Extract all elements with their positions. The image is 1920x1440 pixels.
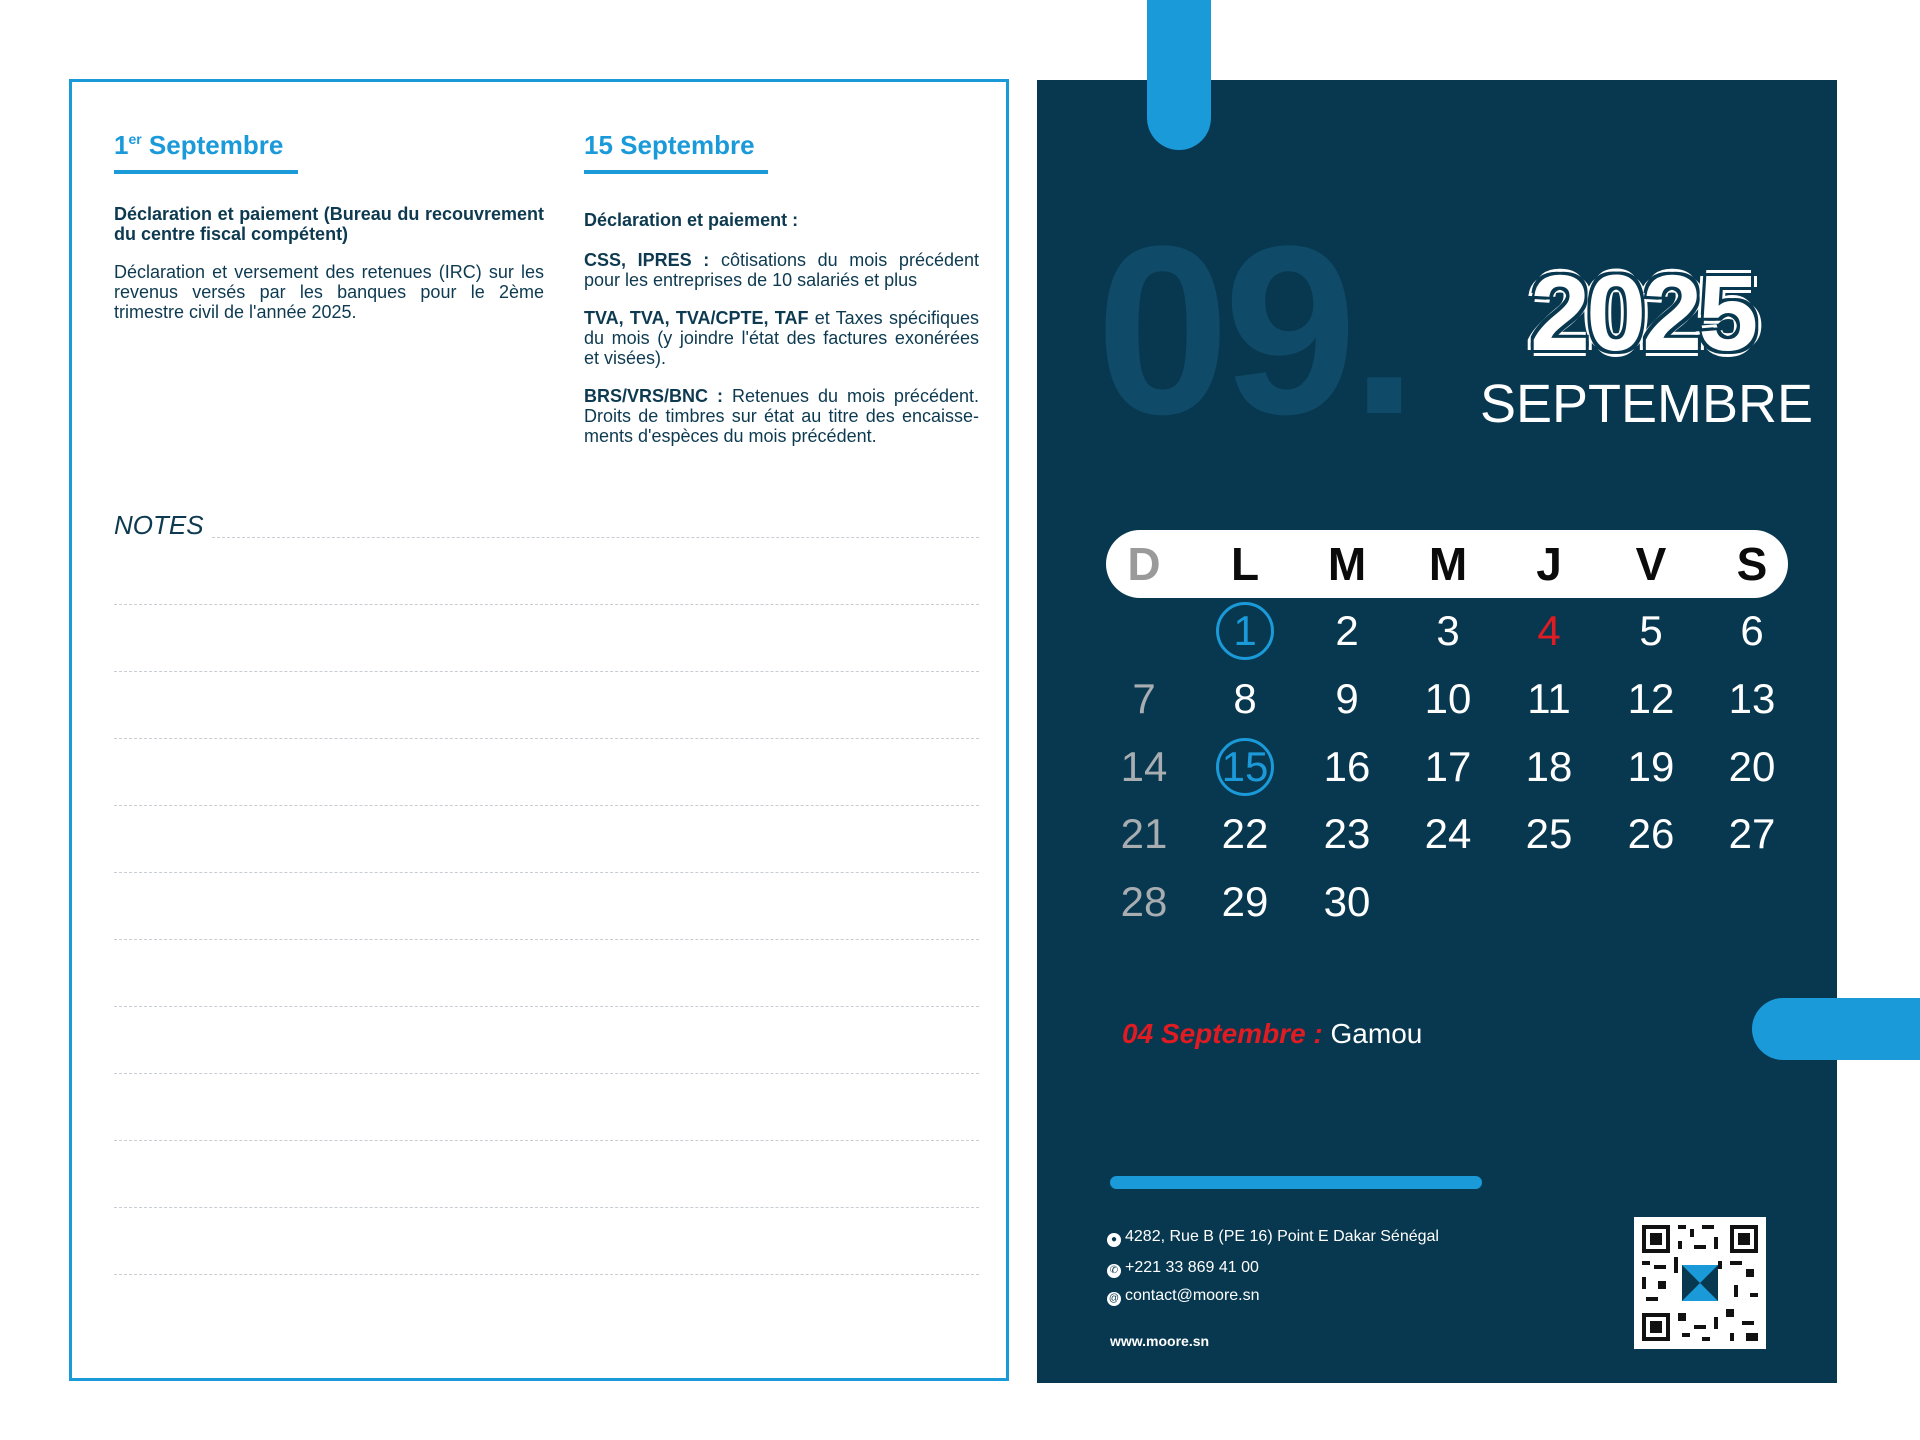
notes-rule — [114, 1207, 979, 1208]
month-name: SEPTEMBRE — [1480, 374, 1814, 434]
date-suffix: er — [128, 131, 142, 147]
calendar-day: 26 — [1627, 810, 1675, 857]
email-text: contact@moore.sn — [1125, 1287, 1260, 1304]
notes-rule — [114, 939, 979, 940]
calendar-day: 11 — [1527, 675, 1571, 722]
year-heading: 2025 — [1530, 252, 1755, 373]
calendar-day: 10 — [1424, 675, 1472, 722]
notes-rule — [114, 872, 979, 873]
weekday-label: D — [1127, 538, 1161, 590]
notes-rule — [114, 805, 979, 806]
phone-icon: ✆ — [1107, 1264, 1121, 1278]
location-icon: ● — [1107, 1233, 1121, 1247]
calendar-day: 1 — [1195, 601, 1295, 661]
weekday-label: M — [1327, 538, 1367, 590]
calendar-day: 27 — [1728, 810, 1776, 857]
calendar-day: 19 — [1627, 743, 1675, 790]
notes-rule — [114, 1274, 979, 1275]
calendar-day: 12 — [1627, 675, 1675, 722]
calendar-day: 5 — [1639, 607, 1663, 654]
date-underline — [114, 170, 298, 174]
calendar-day: 20 — [1728, 743, 1776, 790]
item-label: CSS, IPRES : — [584, 250, 710, 270]
footer-accent-bar — [1110, 1176, 1482, 1189]
notes-rule — [212, 537, 979, 538]
item-text: Retenues du mois précédent. Droits de timbres sur état au titre des encaisse-ments d'espèces du mois précédent. — [584, 386, 979, 446]
calendar-day: 15 — [1195, 737, 1295, 797]
calendar-day: 6 — [1740, 607, 1764, 654]
address-text: 4282, Rue B (PE 16) Point E Dakar Sénégal — [1125, 1228, 1439, 1245]
weekday-label: L — [1230, 538, 1260, 590]
notes-rule — [114, 1073, 979, 1074]
notes-rule — [114, 604, 979, 605]
calendar-day: 28 — [1120, 878, 1168, 925]
bookmark-tab-top — [1147, 0, 1211, 150]
contact-address — [1107, 1228, 1439, 1247]
calendar-day: 16 — [1323, 743, 1371, 790]
date-underline — [584, 170, 768, 174]
deadline-item — [584, 250, 979, 290]
calendar-day: 24 — [1424, 810, 1472, 857]
calendar-day: 30 — [1323, 878, 1371, 925]
date-month: Septembre — [612, 130, 755, 160]
qr-code — [1634, 1217, 1766, 1349]
notes-rule — [114, 1006, 979, 1007]
month-number: 09. — [1096, 196, 1412, 464]
calendar-day: 21 — [1120, 810, 1168, 857]
notes-heading: NOTES — [114, 510, 204, 540]
weekday-label: S — [1736, 538, 1768, 590]
weekday-label: M — [1428, 538, 1468, 590]
deadline-title: Déclaration et paiement : — [584, 210, 799, 230]
calendar-day: 23 — [1323, 810, 1371, 857]
calendar-day: 13 — [1728, 675, 1776, 722]
email-icon: @ — [1108, 1293, 1120, 1304]
holiday-name: Gamou — [1322, 1018, 1423, 1049]
notes-page — [69, 79, 1009, 1381]
calendar-day: 9 — [1335, 675, 1359, 722]
deadline-title: Déclaration et paiement (Bureau du recouvrement du centre fiscal compétent) — [114, 204, 544, 244]
bookmark-tab-side — [1752, 998, 1920, 1060]
deadline-date — [584, 130, 755, 161]
holiday-note — [1122, 1018, 1422, 1050]
deadline-item — [584, 386, 979, 446]
deadline-item — [584, 308, 979, 368]
date-day: 1 — [114, 130, 129, 160]
date-month: Septembre — [141, 130, 284, 160]
weekday-label: V — [1635, 538, 1667, 590]
calendar-day: 29 — [1221, 878, 1269, 925]
item-label: TVA, TVA, TVA/CPTE, TAF — [584, 308, 809, 328]
calendar-day: 2 — [1335, 607, 1359, 654]
calendar-day: 8 — [1233, 675, 1257, 722]
date-day: 15 — [584, 130, 613, 160]
notes-rule — [114, 1140, 979, 1141]
contact-phone — [1107, 1259, 1259, 1278]
website-link[interactable]: www.moore.sn — [1110, 1333, 1210, 1349]
calendar-day: 18 — [1525, 743, 1573, 790]
item-text: côtisations du mois précédent pour les entreprises de 10 salariés et plus — [584, 250, 979, 290]
calendar-day: 22 — [1221, 810, 1269, 857]
notes-rule — [114, 671, 979, 672]
calendar-day: 14 — [1120, 743, 1168, 790]
calendar-day: 17 — [1424, 743, 1472, 790]
item-label: BRS/VRS/BNC : — [584, 386, 723, 406]
notes-rule — [114, 738, 979, 739]
deadline-text: Déclaration et versement des retenues (IRC) sur les revenus versés par les banques pour le 2ème trimestre civil de l'année 2025. — [114, 262, 544, 322]
calendar-day: 4 — [1537, 607, 1561, 654]
phone-text: +221 33 869 41 00 — [1125, 1259, 1259, 1276]
weekday-label: J — [1536, 538, 1562, 590]
holiday-date: 04 Septembre : — [1122, 1018, 1323, 1049]
calendar-day: 3 — [1436, 607, 1460, 654]
calendar-day: 25 — [1525, 810, 1573, 857]
deadline-date — [114, 130, 283, 161]
contact-email — [1107, 1287, 1260, 1306]
item-text: et Taxes spécifiques du mois (y joindre l'état des factures exonérées et visées). — [584, 308, 979, 368]
calendar-day: 7 — [1132, 675, 1156, 722]
